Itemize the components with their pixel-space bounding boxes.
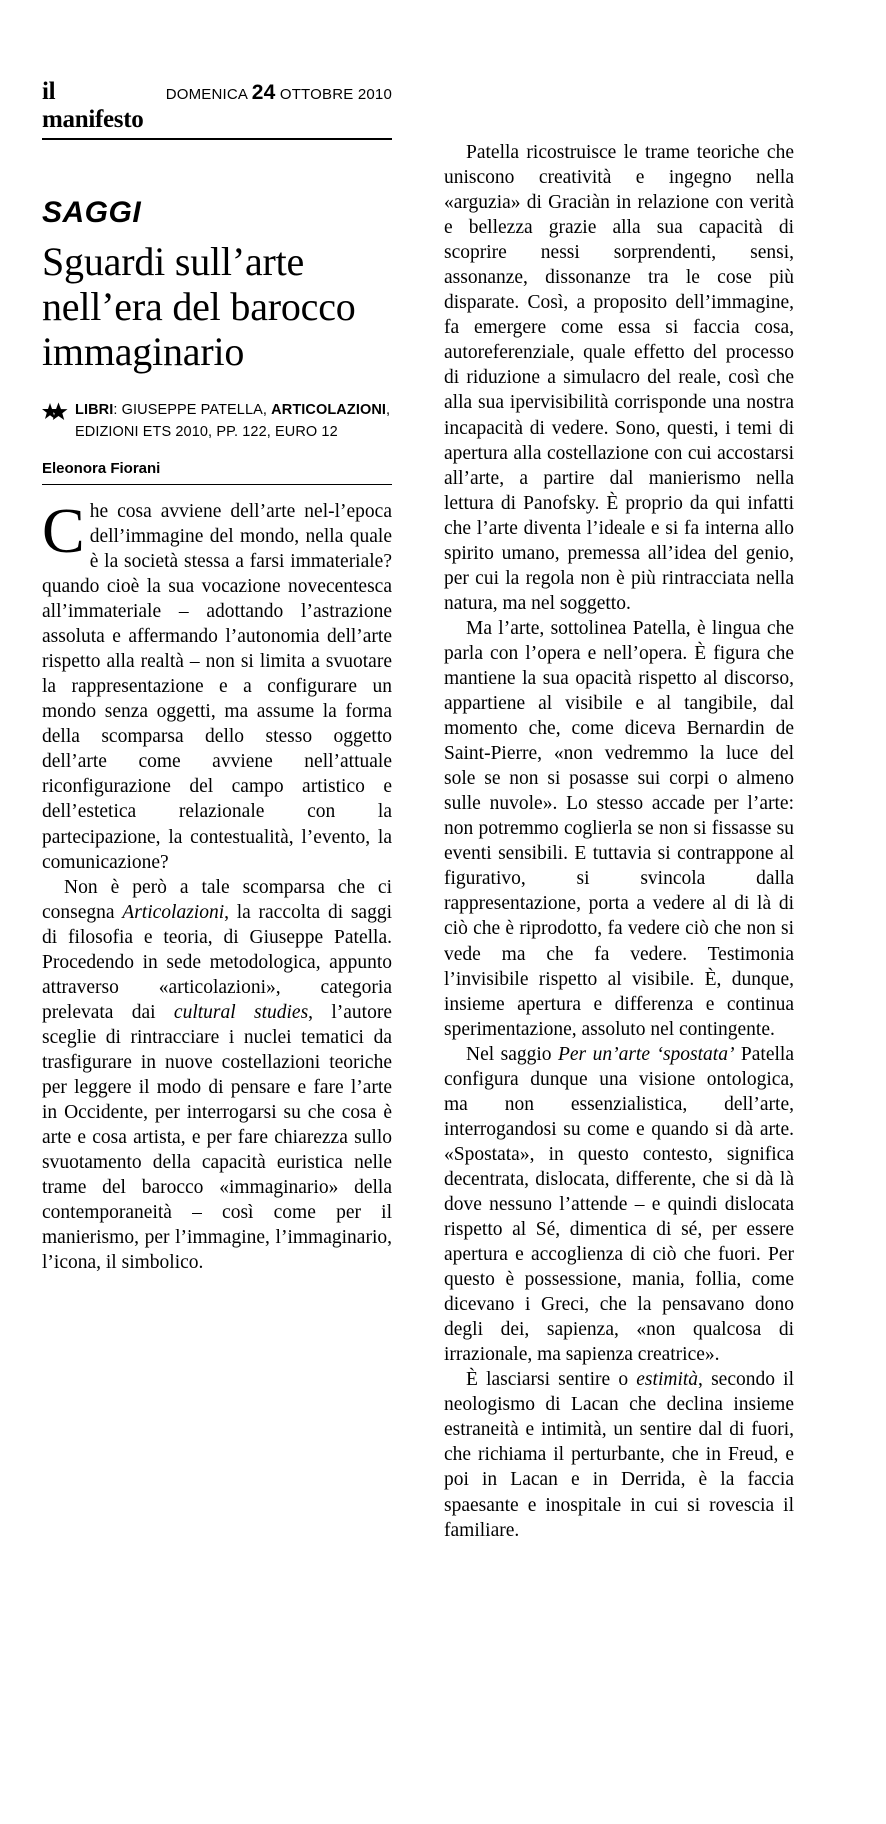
drop-cap: C (42, 494, 85, 566)
star-icon (42, 401, 68, 431)
credit-author: : GIUSEPPE PATELLA, (113, 402, 268, 419)
left-column (42, 140, 392, 1543)
masthead-date (166, 81, 392, 105)
page-title: Sguardi sull’arte nell’era del barocco immaginario (42, 239, 356, 374)
credit-work: ARTICOLAZIONI (271, 402, 387, 419)
body-paragraph (42, 494, 392, 875)
essay-title-italic: Per un’arte ‘spostata’ (557, 1043, 735, 1065)
paragraph-text: , l’autore sceglie di rintracciare i nuclei tematici da trasfigurare in nuove costellazioni teoriche per leggere il modo di pensare e fare l’arte in Occidente, per interrogarsi su che cosa è arte e cosa artista, e per fare chiarezza sullo svuotamento della capacità euristica nelle trame del barocco «immaginario» della contemporaneità – così come per il manierismo, per l’immagine, l’immaginario, l’icona, il simbolico. (42, 1001, 392, 1274)
article-columns (42, 140, 844, 1543)
book-title-italic: Articolazioni (122, 901, 225, 923)
credit-details: PP. 122, EURO 12 (216, 424, 338, 441)
paragraph-text: , secondo il neologismo di Lacan che declina insieme estraneità e intimità, un sentire dal di fuori, che richiama il perturbante, che in Freud, e poi in Lacan e in Derrida, è la faccia spaesante e inospitale in cui si rovescia il familiare. (444, 1369, 795, 1541)
term-italic: cultural studies (173, 1001, 309, 1023)
credit-publisher: , EDIZIONI ETS 2010, (75, 402, 391, 441)
body-paragraph: Ma l’arte, sottolinea Patella, è lingua che parla con l’opera e nell’opera. È figura che mantiene la sua opacità rispetto al discorso, appartiene al visibile e al tangibile, dal momento che, come diceva Bernardin de Saint-Pierre, «non vedremmo la luce del sole se non si posasse sui corpi o almeno sulle nuvole». Lo stesso accade per l’arte: non potremmo coglierla se non si fissasse su eventi sensibili. E tuttavia si contrappone al figurativo, si svincola dalla rappresentazione, porta a vedere al di là di ciò che è riprodotto, fa vedere ciò che non si vede ma che fa vedere. Testimonia l’invisibile rispetto al visibile. È, dunque, insieme apertura e differenza e continua sperimentazione, assoluto nel contingente. (444, 617, 794, 1040)
book-credit (42, 400, 392, 444)
book-credit-text (75, 400, 392, 444)
paragraph-text: Patella configura dunque una visione ontologica, ma non essenzialistica, dell’arte, interrogandosi su come e quando si dà arte. «Spostata», in questo contesto, significa decentrata, dislocata, differente, che si dà là dove nessuno l’attende – e quindi dislocata rispetto al Sé, dimentica di sé, per essere apertura e accoglienza di ciò che fuori. Per questo è possessione, mania, follia, come dicevano i Greci, che la pensavano dono degli dei, sapienza, «non qualcosa di irrazionale, ma sapienza creatrice». (444, 1043, 794, 1366)
body-paragraph: Patella ricostruisce le trame teoriche che uniscono creatività e ingegno nella «arguzia» di Graciàn in relazione con verità e bellezza grazie alla sua capacità di scoprire nessi sorprendenti, sensi, assonanze, dissonanze tra le cose più disparate. Così, a proposito dell’immagine, fa emergere come essa si faccia cosa, autoreferenziale, quale effetto del processo di riduzione a simulacro del reale, così che alla sua ipervisibilità corrisponde una nostra incapacità di vedere. Sono, questi, i temi di apertura alla costellazione con cui accostarsi all’arte, a partire dal manierismo nella lettura di Panofsky. È proprio da qui infatti che l’arte diventa l’ideale e si fa interna allo spirito umano, premessa all’idea del genio, per cui la regola non è più rintracciata nella natura, ma nel soggetto. (444, 142, 794, 614)
body-paragraph (444, 1367, 794, 1542)
paragraph-text: , la raccolta di saggi di filosofia e teoria, di Giuseppe Patella. Procedendo in sede metodologica, appunto attraverso «articolazioni», categoria prelevata dai (42, 901, 392, 1023)
byline: Eleonora Fiorani (42, 460, 392, 485)
masthead-dayname: DOMENICA (165, 86, 248, 103)
masthead (42, 78, 392, 140)
paragraph-text: È lasciarsi sentire o (466, 1369, 637, 1391)
paragraph-text: he cosa avviene dell’arte nel-l’epoca dell’immagine del mondo, nella quale è la società stessa a farsi immateriale? quando cioè la sua vocazione novecentesca all’immateriale – adottando l’astrazione assoluta e affermando l’autonomia dell’arte rispetto alla realtà – non si limita a svuotare la rappresentazione e a configurare un mondo senza oggetti, ma assume la forma della scomparsa dello stesso oggetto dell’arte come avviene nell’attuale riconfigurazione del campo artistico e dell’estetica relazionale con la partecipazione, la contestualità, l’evento, la comunicazione? (42, 500, 392, 873)
term-italic: estimità (636, 1369, 699, 1391)
paragraph-text: Nel saggio (466, 1043, 558, 1065)
right-column (444, 140, 794, 1543)
masthead-day: 24 (251, 81, 276, 104)
body-paragraph (42, 875, 392, 1276)
masthead-title: il manifesto (42, 78, 144, 133)
credit-label: LIBRI (75, 402, 114, 419)
body-paragraph (444, 1042, 794, 1368)
section-kicker: SAGGI (42, 196, 142, 229)
masthead-monthyear: OTTOBRE 2010 (279, 86, 392, 103)
paragraph-text: Non è però a tale scomparsa che ci consegna (42, 876, 392, 923)
